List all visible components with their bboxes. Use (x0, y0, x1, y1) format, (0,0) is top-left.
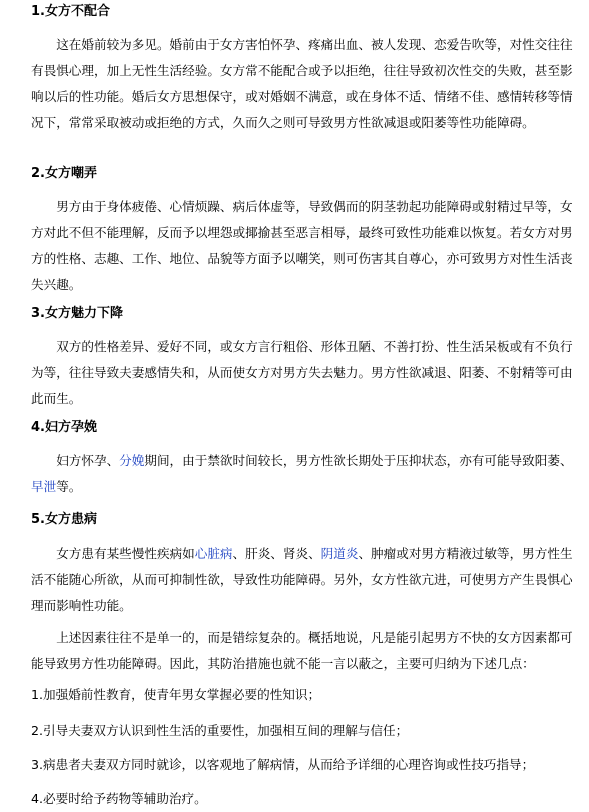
link-heart-disease[interactable]: 心脏病 (194, 546, 233, 561)
link-premature-ejaculation[interactable]: 早泄 (31, 479, 57, 494)
section-5-text-1: 女方患有某些慢性疾病如 (56, 546, 195, 561)
measure-item: 4.必要时给予药物等辅助治疗。 (31, 791, 207, 806)
section-1-body: 这在婚前较为多见。婚前由于女方害怕怀孕、疼痛出血、被人发现、恋爱告吹等，对性交往往有畏惧心理，加上无性生活经验。女方常不能配合或予以拒绝，往往导致初次性交的失败，甚至影响以后的性功能。婚后女方思想保守，或对婚姻不满意，或在身体不适、情绪不佳、感情转移等情况下，常常采取被动或拒绝的方式，久而久之则可导致男方性欲减退或阳萎等性功能障碍。 (31, 37, 573, 130)
section-2-heading: 2.女方嘲弄 (31, 166, 97, 181)
measure-item: 2.引导夫妻双方认识到性生活的重要性，加强相互间的理解与信任； (31, 723, 409, 738)
summary-paragraph: 上述因素往往不是单一的，而是错综复杂的。概括地说，凡是能引起男方不快的女方因素都可能导致男方性功能障碍。因此，其防治措施也就不能一言以蔽之，主要可归纳为下述几点： (31, 630, 573, 671)
section-5-heading: 5.女方患病 (31, 512, 97, 527)
section-4-text-3: 等。 (56, 479, 82, 494)
section-5-text-2: 、肝炎、肾炎、 (232, 546, 321, 561)
section-4-body (31, 448, 584, 500)
section-5-text-3: 、肿瘤或对男方精液过敏等，男方性生活不能随心所欲，从而可抑制性欲，导致性功能障碍。另外，女方性欲亢进，可使男方产生畏惧心理而影响性功能。 (31, 546, 573, 613)
measure-item: 3.病患者夫妻双方同时就诊，以客观地了解病情，从而给予详细的心理咨询或性技巧指导； (31, 757, 535, 772)
measure-item: 1.加强婚前性教育，使青年男女掌握必要的性知识； (31, 687, 321, 702)
section-2-body: 男方由于身体疲倦、心情烦躁、病后体虚等，导致偶而的阴茎勃起功能障碍或射精过早等，女方对此不但不能理解，反而予以埋怨或揶揄甚至恶言相辱，最终可致性功能难以恢复。若女方对男方的性格、志趣、工作、地位、品貌等方面予以嘲笑，则可伤害其自尊心，亦可致男方对性生活丧失兴趣。 (31, 199, 573, 292)
section-5-body (31, 541, 584, 619)
section-4-heading: 4.妇方孕娩 (31, 420, 97, 435)
section-4-text-1: 妇方怀孕、 (56, 453, 120, 468)
link-childbirth[interactable]: 分娩 (119, 453, 145, 468)
link-vaginitis[interactable]: 阴道炎 (320, 546, 359, 561)
section-3-body: 双方的性格差异、爱好不同，或女方言行粗俗、形体丑陋、不善打扮、性生活呆板或有不负行为等，往往导致夫妻感情失和，从而使女方对男方失去魅力。男方性欲减退、阳萎、不射精等可由此而生。 (31, 339, 573, 406)
section-3-heading: 3.女方魅力下降 (31, 306, 123, 321)
section-1-heading: 1.女方不配合 (31, 4, 110, 19)
section-4-text-2: 期间，由于禁欲时间较长，男方性欲长期处于压抑状态，亦有可能导致阳萎、 (144, 453, 573, 468)
